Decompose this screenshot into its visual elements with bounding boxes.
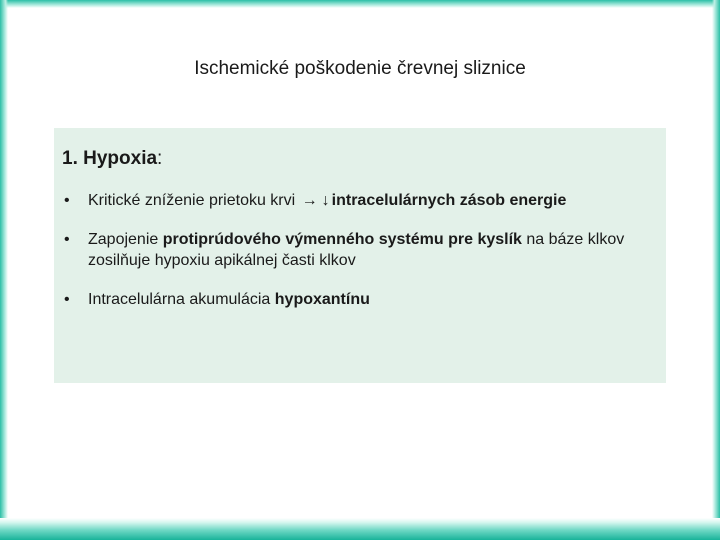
bullet-bold-text: intracelulárnych zásob energie	[331, 192, 567, 209]
bullet-bold-text: protiprúdového výmenného systému pre kyslík	[162, 231, 522, 248]
arrow-right-icon: →	[301, 192, 318, 209]
frame-top	[0, 0, 720, 8]
bullet-marker: •	[64, 291, 70, 308]
frame-bottom	[0, 518, 720, 540]
bullet-bold-text: hypoxantínu	[274, 291, 370, 308]
arrow-down-icon: ↓	[321, 192, 330, 209]
section-heading-colon: :	[157, 148, 163, 169]
bullet-marker: •	[64, 231, 70, 248]
bullet-list	[62, 190, 654, 310]
bullet-text: Zapojenie	[88, 231, 163, 248]
frame-right	[712, 0, 720, 540]
content-box	[54, 128, 666, 383]
bullet-item-2	[62, 229, 654, 271]
bullet-text: Intracelulárna akumulácia	[88, 291, 275, 308]
section-heading	[62, 148, 654, 170]
bullet-text-continued: na báze klkov zosilňuje hypoxiu apikálnej časti klkov	[88, 231, 625, 269]
bullet-item-1	[62, 190, 654, 211]
bullet-item-3	[62, 289, 654, 310]
frame-left	[0, 0, 8, 540]
section-heading-label: 1. Hypoxia	[62, 148, 158, 169]
slide-title: Ischemické poškodenie črevnej sliznice	[194, 58, 526, 79]
bullet-marker: •	[64, 192, 70, 209]
bullet-text: Kritické zníženie prietoku krvi	[88, 192, 300, 209]
